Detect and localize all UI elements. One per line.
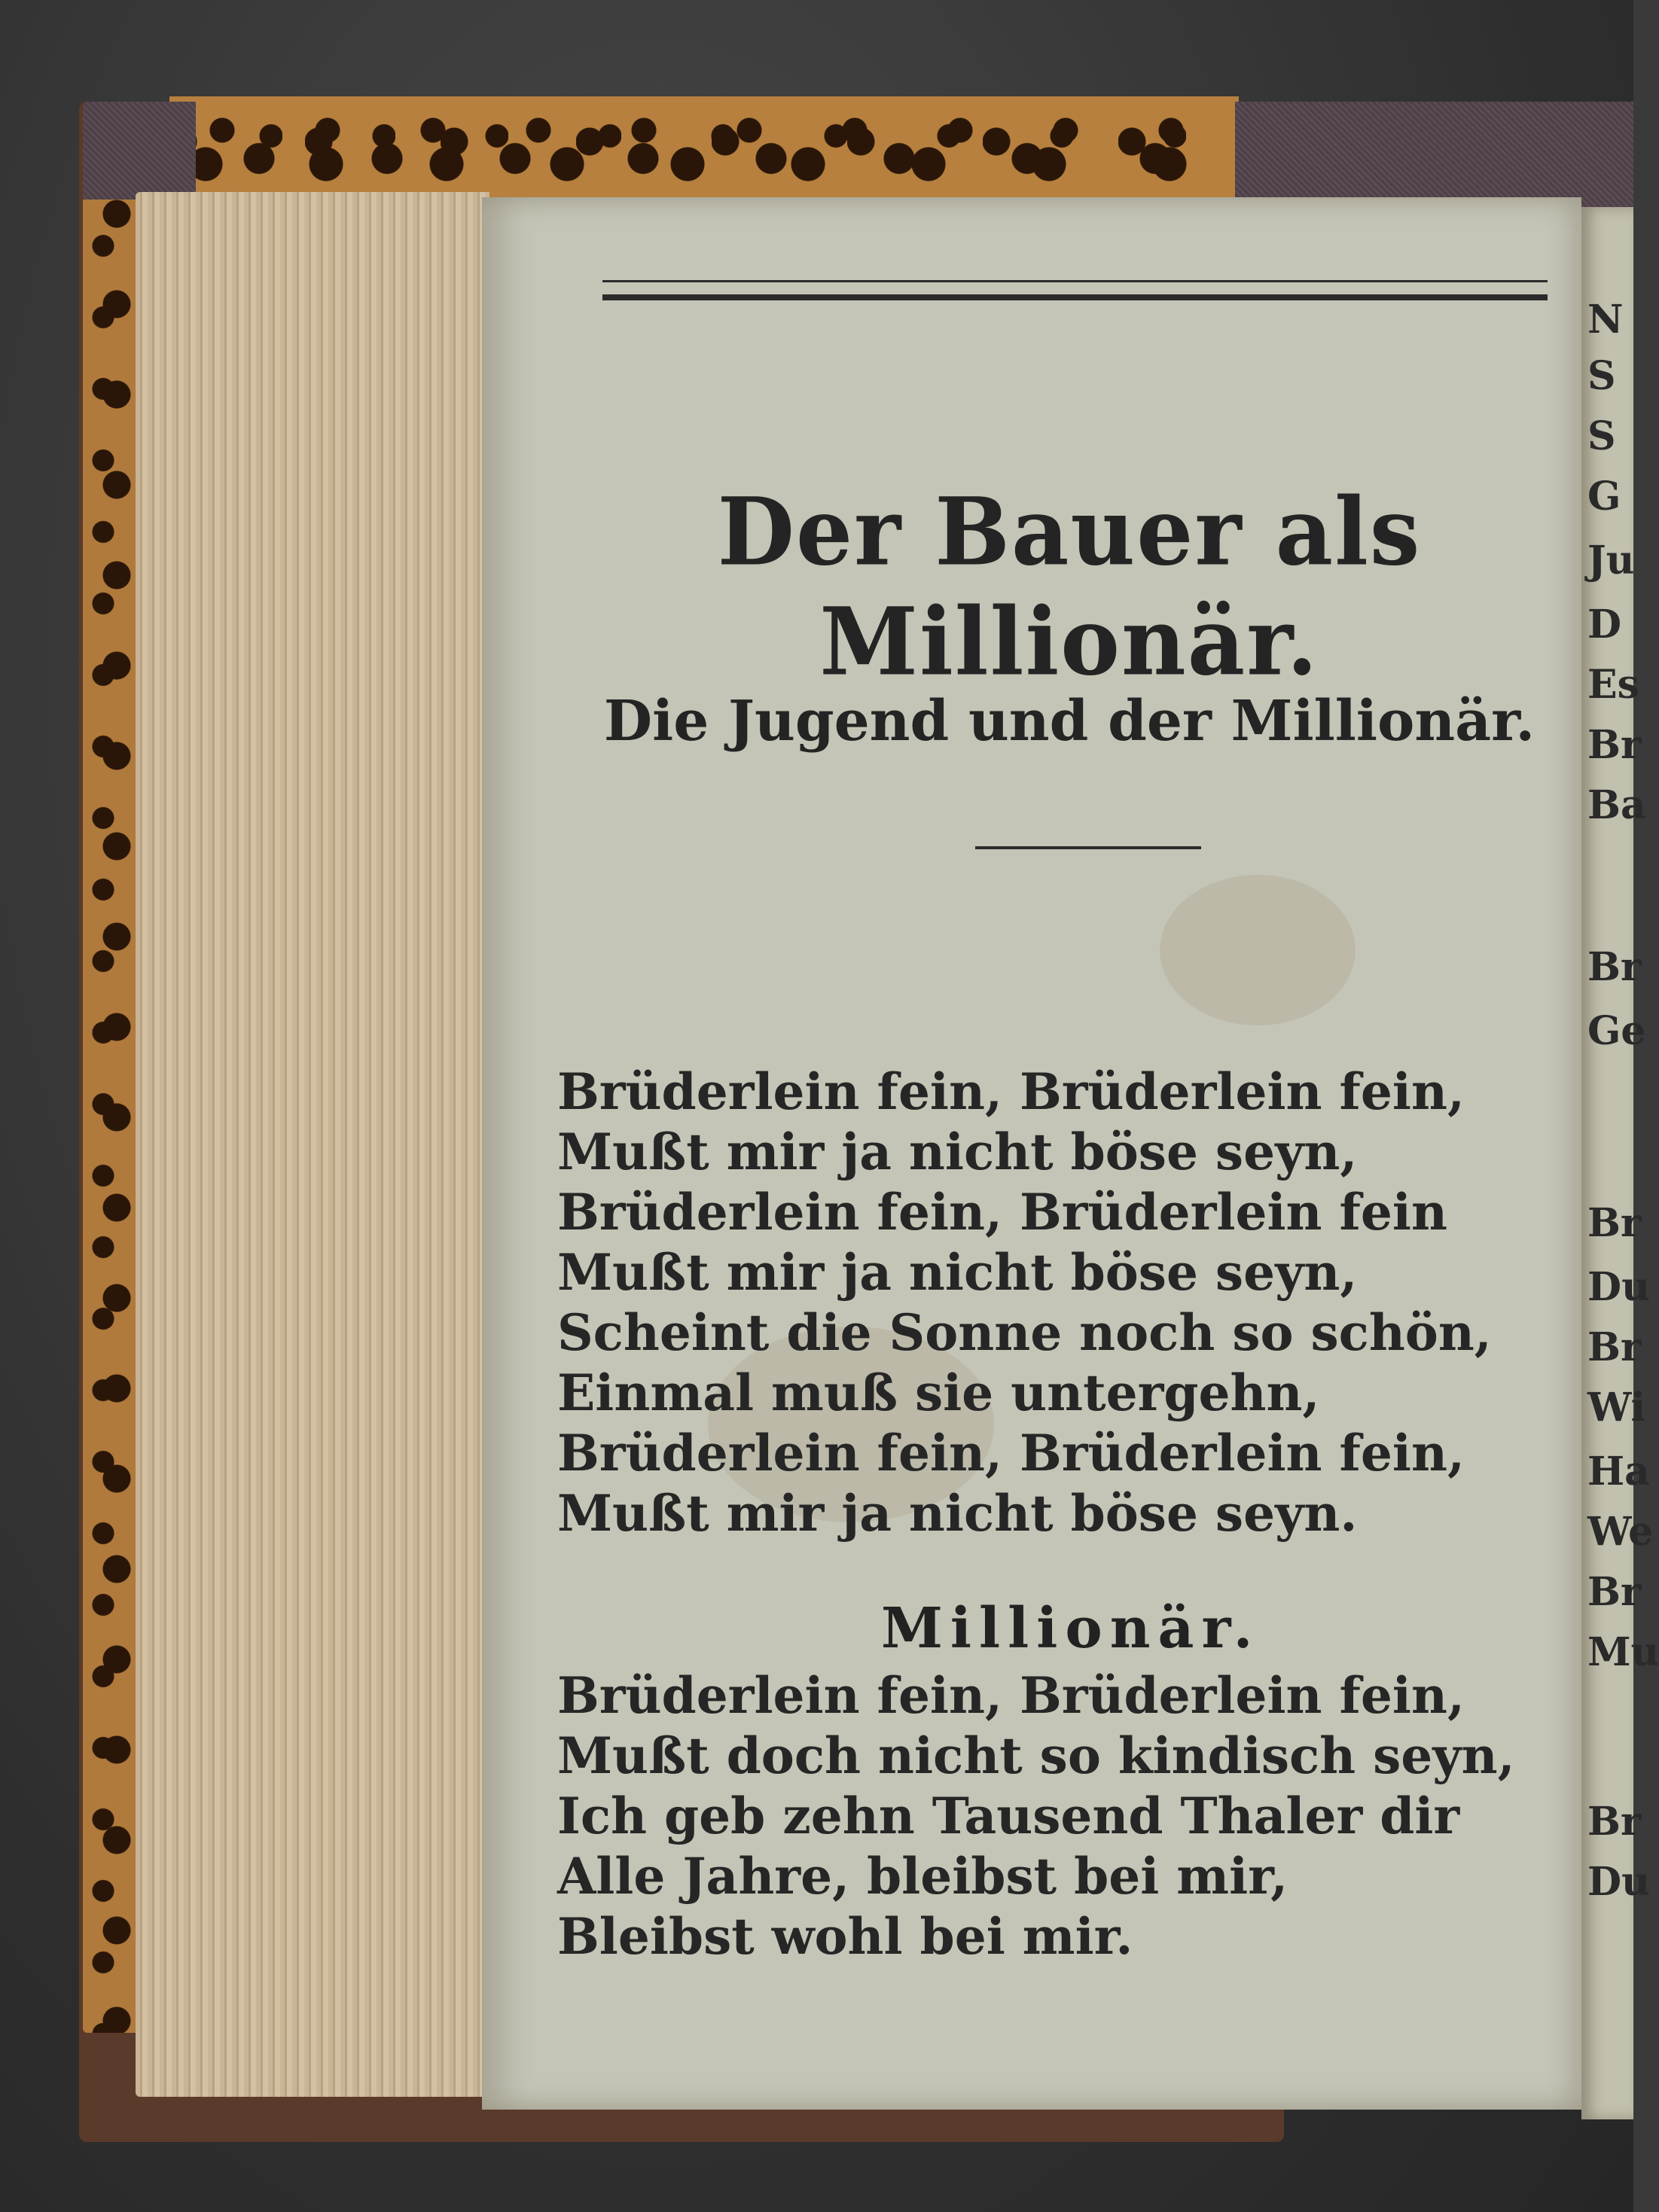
right-page-fragment: Br <box>1587 722 1642 768</box>
right-page-fragment: S <box>1587 413 1616 459</box>
speaker-label: Millionär. <box>881 1596 1261 1661</box>
right-page-fragment: Ju <box>1587 538 1635 583</box>
right-page-fragment: We <box>1587 1509 1654 1555</box>
right-page-fragment: D <box>1587 602 1622 647</box>
right-page-fragment: Es <box>1587 662 1639 708</box>
verse-line: Einmal muß sie untergehn, <box>557 1363 1320 1422</box>
verse-2 <box>557 1665 1536 1967</box>
page-title: Der Bauer als Millionär. <box>717 477 1422 696</box>
right-page-fragment: S <box>1587 353 1616 399</box>
verse-line: Bleibst wohl bei mir. <box>557 1907 1133 1966</box>
verse-line: Mußt mir ja nicht böse seyn, <box>557 1243 1358 1302</box>
verse-line: Brüderlein fein, Brüderlein fein, <box>557 1424 1465 1482</box>
right-page-fragment: Ba <box>1587 782 1646 828</box>
section-rule <box>975 846 1201 849</box>
verse-1 <box>557 1062 1536 1543</box>
verse-line: Mußt mir ja nicht böse seyn. <box>557 1484 1358 1543</box>
right-page-fragment: Br <box>1587 1799 1642 1845</box>
right-page-fragment: Mu <box>1587 1629 1659 1675</box>
verse-line: Ich geb zehn Tausend Thaler dir <box>557 1787 1460 1845</box>
verse-line: Alle Jahre, bleibst bei mir, <box>557 1847 1288 1906</box>
verse-line: Mußt mir ja nicht böse seyn, <box>557 1123 1358 1181</box>
verse-line: Brüderlein fein, Brüderlein fein, <box>557 1666 1465 1725</box>
right-page-fragment: Du <box>1587 1264 1650 1310</box>
page-subtitle: Die Jugend und der Millionär. <box>603 689 1535 754</box>
right-page-fragment: N <box>1587 297 1624 343</box>
right-page-fragment: Br <box>1587 1569 1642 1615</box>
top-rule <box>602 280 1548 300</box>
right-page-fragment: Br <box>1587 944 1642 990</box>
right-page-fragment: Ge <box>1587 1008 1646 1054</box>
verse-line: Mußt doch nicht so kindisch seyn, <box>557 1726 1515 1785</box>
page-edges <box>136 192 489 2097</box>
right-page-fragment: Ha <box>1587 1449 1650 1494</box>
verse-line: Brüderlein fein, Brüderlein fein <box>557 1183 1447 1242</box>
paper-stain <box>1160 875 1356 1025</box>
right-page-fragment: Du <box>1587 1859 1650 1905</box>
right-page-fragment: Wi <box>1587 1385 1646 1430</box>
verse-line: Scheint die Sonne noch so schön, <box>557 1303 1492 1362</box>
verse-line: Brüderlein fein, Brüderlein fein, <box>557 1062 1465 1121</box>
corner-cloth <box>83 102 196 200</box>
right-page-fragment: G <box>1587 474 1621 519</box>
right-page-fragment: Br <box>1587 1200 1642 1246</box>
right-page-fragment: Br <box>1587 1324 1642 1370</box>
